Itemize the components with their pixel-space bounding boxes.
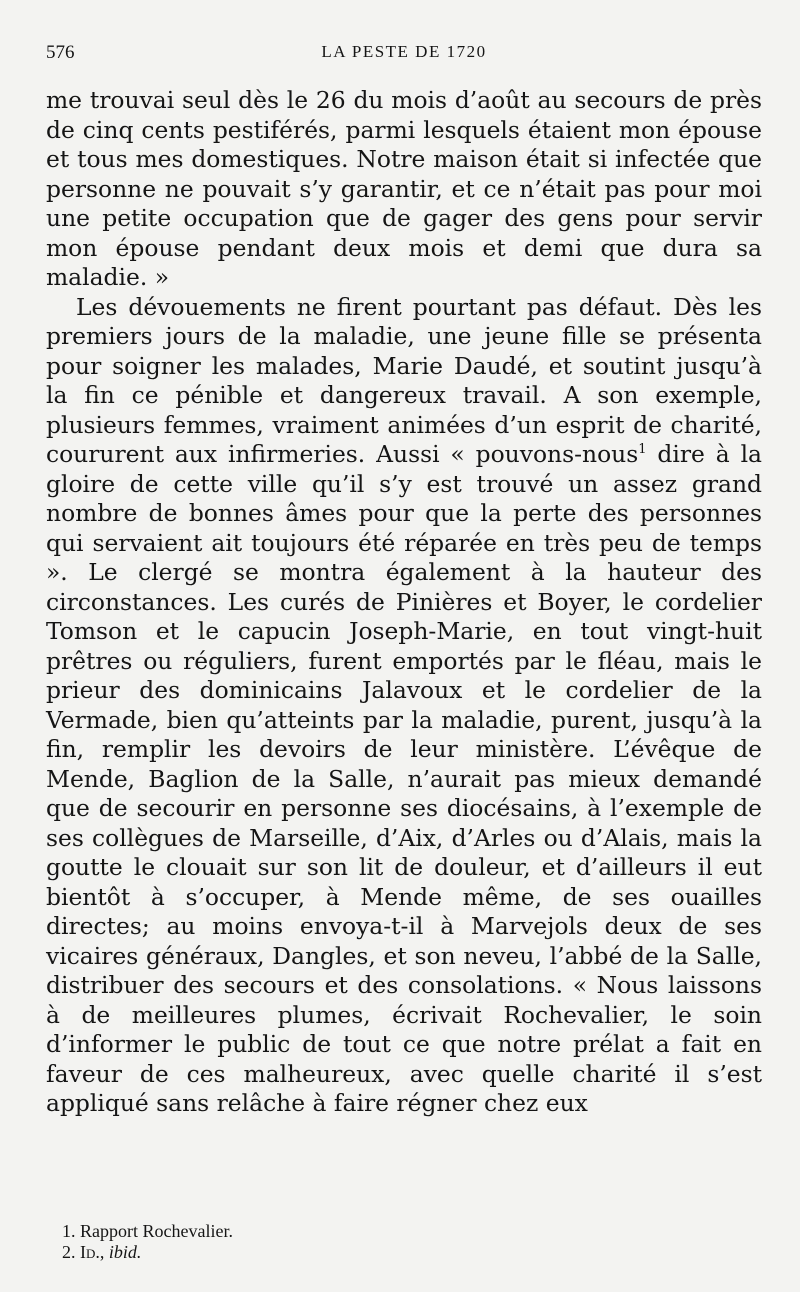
paragraph-2: [46, 293, 762, 1119]
running-title: LA PESTE DE 1720: [321, 42, 487, 61]
footnote-2-author: Id.: [80, 1242, 100, 1262]
footnote-2: [62, 1242, 742, 1263]
main-text: [46, 86, 762, 1119]
paragraph-1: me trouvai seul dès le 26 du mois d’août au secours de près de cinq cents pestiférés, parmi lesquels étaient mon épouse et tous mes domestiques. Notre maison était si infectée que personne ne pouvait s’y garantir, et ce n’était pas pour moi une petite occupation que de gager des gens pour servir mon épouse pendant deux mois et demi que dura sa maladie. »: [46, 86, 762, 291]
footnote-1: [62, 1221, 742, 1242]
footnote-2-text: ibid.: [108, 1242, 142, 1262]
paragraph-2-part-1: Les dévouements ne firent pourtant pas défaut. Dès les premiers jours de la maladie, une jeune fille se présenta pour soigner les malades, Marie Daudé, et soutint jusqu’à la fin ce pénible et dangereux travail. A son exemple, plusieurs femmes, vraiment animées d’un esprit de charité, coururent aux infirmeries. Aussi « pouvons-nous: [46, 292, 762, 468]
footnotes: [62, 1221, 742, 1263]
footnote-1-text: Rapport Rochevalier.: [80, 1221, 233, 1241]
footnote-1-number: 1.: [62, 1221, 76, 1241]
page-header: [46, 40, 762, 70]
paragraph-2-part-2: dire à la gloire de cette ville qu’il s’y est trouvé un assez grand nombre de bonnes âmes pour que la perte des personnes qui servaient ait toujours été réparée en très peu de temps ». Le clergé se montra également à la hauteur des circonstances. Les curés de Pinières et Boyer, le cordelier Tomson et le capucin Joseph-Marie, en tout vingt-huit prêtres ou réguliers, furent emportés par le fléau, mais le prieur des dominicains Jalavoux et le cordelier de la Vermade, bien qu’atteints par la maladie, purent, jusqu’à la fin, remplir les devoirs de leur ministère. L’évêque de Mende, Baglion de la Salle, n’aurait pas mieux demandé que de secourir en personne ses diocésains, à l’exemple de ses collègues de Marseille, d’Aix, d’Arles ou d’Alais, mais la goutte le clouait sur son lit de douleur, et d’ailleurs il eut bientôt à s’occuper, à Mende même, de ses ouailles directes; au moins envoya-t-il à Marvejols deux de ses vicaires généraux, Dangles, et son neveu, l’abbé de la Salle, distribuer des secours et des consolations. « Nous laissons à de meilleures plumes, écrivait Rochevalier, le soin d’informer le public de tout ce que notre prélat a fait en faveur de ces malheureux, avec quelle charité il s’est appliqué sans relâche à faire régner chez eux: [46, 440, 763, 1117]
footnote-2-separator: ,: [99, 1242, 109, 1262]
footnote-2-number: 2.: [62, 1242, 76, 1262]
page-number: 576: [46, 42, 75, 63]
footnote-ref-1: 1: [638, 442, 647, 458]
